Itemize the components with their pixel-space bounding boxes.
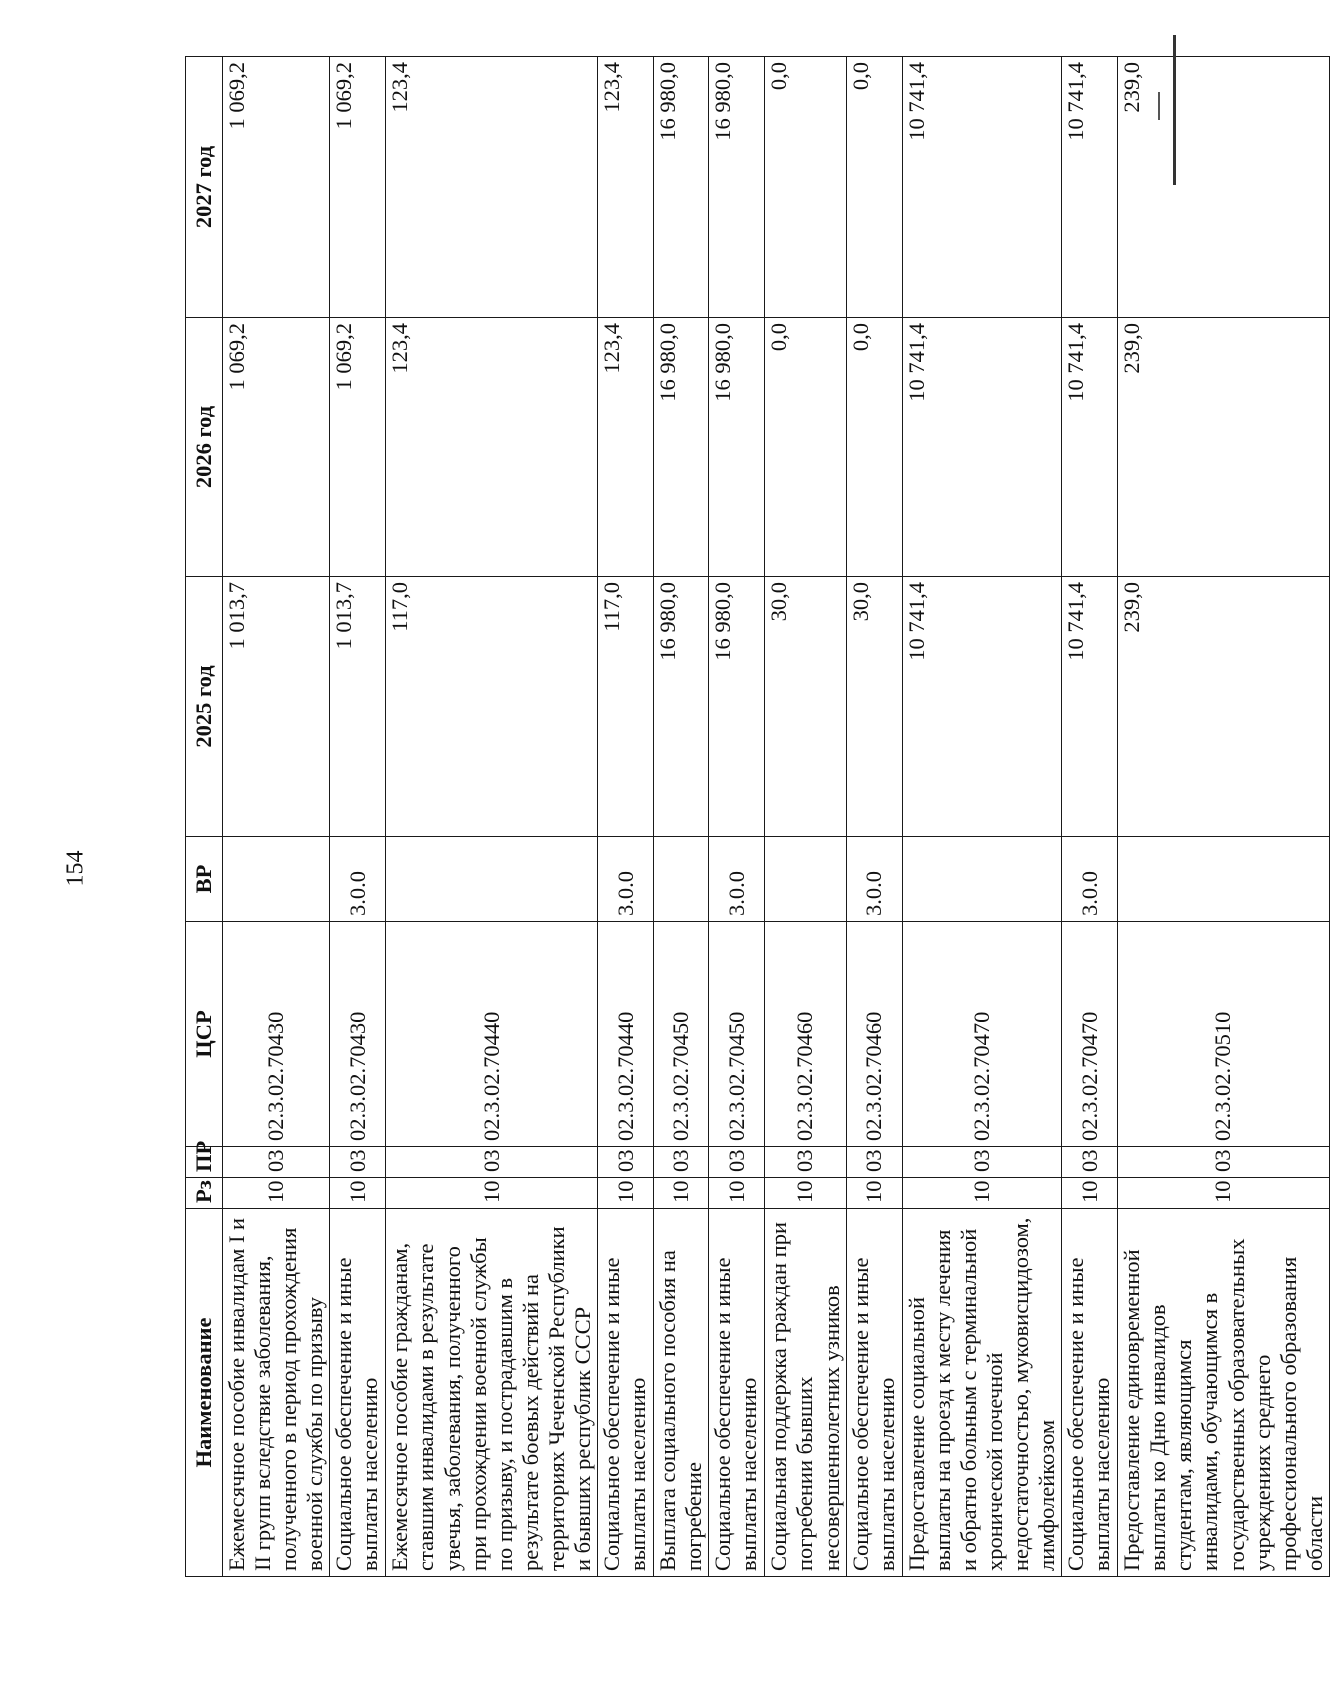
cell-y2025: 10 741,4 bbox=[1062, 577, 1118, 837]
cell-y2027: 1 069,2 bbox=[223, 57, 330, 318]
table-row bbox=[386, 57, 598, 1577]
cell-rz: 10 bbox=[765, 1178, 846, 1209]
table-row bbox=[330, 57, 386, 1577]
cell-y2027: 16 980,0 bbox=[709, 57, 765, 318]
cell-csr: 02.3.02.70510 bbox=[1118, 922, 1330, 1147]
cell-vr bbox=[765, 837, 846, 922]
cell-rz: 10 bbox=[223, 1178, 330, 1209]
cell-y2027: 0,0 bbox=[765, 57, 846, 318]
cell-rz: 10 bbox=[846, 1178, 902, 1209]
table-row bbox=[598, 57, 654, 1577]
cell-vr: 3.0.0 bbox=[709, 837, 765, 922]
cell-y2026: 123,4 bbox=[386, 318, 598, 577]
cell-y2025: 117,0 bbox=[386, 577, 598, 837]
cell-csr: 02.3.02.70450 bbox=[709, 922, 765, 1147]
cell-y2026: 0,0 bbox=[765, 318, 846, 577]
cell-rz: 10 bbox=[709, 1178, 765, 1209]
cell-name: Ежемесячное пособие гражданам, ставшим инвалидами в результате увечья, заболевания, полученного при прохождении военной службы по призыву, и пострадавшим в результате боевых действий на территориях Чеченской Республики и бывших республик СССР bbox=[386, 1209, 598, 1577]
cell-y2027: 10 741,4 bbox=[1062, 57, 1118, 318]
table-row bbox=[1118, 57, 1330, 1577]
cell-vr bbox=[654, 837, 709, 922]
cell-rz: 10 bbox=[1118, 1178, 1330, 1209]
cell-y2027: 239,0 bbox=[1118, 57, 1330, 318]
cell-name: Социальное обеспечение и иные выплаты населению bbox=[709, 1209, 765, 1577]
cell-rz: 10 bbox=[330, 1178, 386, 1209]
cell-name: Социальное обеспечение и иные выплаты населению bbox=[598, 1209, 654, 1577]
cell-y2026: 1 069,2 bbox=[223, 318, 330, 577]
scan-edge-mark bbox=[1158, 92, 1160, 120]
table-row bbox=[902, 57, 1062, 1577]
cell-y2025: 30,0 bbox=[765, 577, 846, 837]
cell-y2026: 0,0 bbox=[846, 318, 902, 577]
cell-y2026: 239,0 bbox=[1118, 318, 1330, 577]
cell-y2027: 16 980,0 bbox=[654, 57, 709, 318]
cell-csr: 02.3.02.70460 bbox=[765, 922, 846, 1147]
cell-y2027: 0,0 bbox=[846, 57, 902, 318]
table-row bbox=[846, 57, 902, 1577]
cell-csr: 02.3.02.70460 bbox=[846, 922, 902, 1147]
cell-name: Ежемесячное пособие инвалидам I и II групп вследствие заболевания, полученного в период прохождения военной службы по призыву bbox=[223, 1209, 330, 1577]
scan-edge-line bbox=[1173, 35, 1176, 185]
cell-rz: 10 bbox=[902, 1178, 1062, 1209]
cell-y2026: 16 980,0 bbox=[709, 318, 765, 577]
cell-y2027: 123,4 bbox=[598, 57, 654, 318]
cell-rz: 10 bbox=[386, 1178, 598, 1209]
cell-vr: 3.0.0 bbox=[330, 837, 386, 922]
table-row bbox=[1062, 57, 1118, 1577]
cell-y2026: 16 980,0 bbox=[654, 318, 709, 577]
header-rz: Рз bbox=[186, 1178, 223, 1209]
header-vr: ВР bbox=[186, 837, 223, 922]
cell-name: Социальная поддержка граждан при погребении бывших несовершеннолетних узников bbox=[765, 1209, 846, 1577]
header-2025: 2025 год bbox=[186, 577, 223, 837]
cell-name: Предоставление социальной выплаты на проезд к месту лечения и обратно больным с терминальной хронической почечной недостаточностью, муковисцидозом, лимфолейкозом bbox=[902, 1209, 1062, 1577]
cell-csr: 02.3.02.70450 bbox=[654, 922, 709, 1147]
cell-y2026: 123,4 bbox=[598, 318, 654, 577]
cell-csr: 02.3.02.70430 bbox=[330, 922, 386, 1147]
cell-vr bbox=[386, 837, 598, 922]
cell-pr: 03 bbox=[223, 1147, 330, 1178]
header-pr: ПР bbox=[186, 1147, 223, 1178]
header-2026: 2026 год bbox=[186, 318, 223, 577]
cell-y2027: 1 069,2 bbox=[330, 57, 386, 318]
cell-pr: 03 bbox=[330, 1147, 386, 1178]
cell-pr: 03 bbox=[598, 1147, 654, 1178]
cell-y2025: 117,0 bbox=[598, 577, 654, 837]
header-name: Наименование bbox=[186, 1209, 223, 1577]
cell-y2026: 10 741,4 bbox=[1062, 318, 1118, 577]
cell-rz: 10 bbox=[654, 1178, 709, 1209]
cell-pr: 03 bbox=[1118, 1147, 1330, 1178]
cell-y2026: 1 069,2 bbox=[330, 318, 386, 577]
table-row bbox=[765, 57, 846, 1577]
cell-vr: 3.0.0 bbox=[1062, 837, 1118, 922]
cell-csr: 02.3.02.70470 bbox=[1062, 922, 1118, 1147]
cell-name: Социальное обеспечение и иные выплаты населению bbox=[846, 1209, 902, 1577]
cell-y2025: 239,0 bbox=[1118, 577, 1330, 837]
cell-name: Социальное обеспечение и иные выплаты населению bbox=[330, 1209, 386, 1577]
header-csr: ЦСР bbox=[186, 922, 223, 1147]
cell-pr: 03 bbox=[654, 1147, 709, 1178]
cell-y2025: 16 980,0 bbox=[654, 577, 709, 837]
cell-vr bbox=[223, 837, 330, 922]
cell-y2025: 30,0 bbox=[846, 577, 902, 837]
cell-csr: 02.3.02.70470 bbox=[902, 922, 1062, 1147]
cell-name: Предоставление единовременной выплаты ко Дню инвалидов студентам, являющимся инвалидами, обучающимся в государственных образовательных учреждениях среднего профессионального образования области bbox=[1118, 1209, 1330, 1577]
cell-y2027: 123,4 bbox=[386, 57, 598, 318]
cell-y2025: 1 013,7 bbox=[330, 577, 386, 837]
table-row bbox=[223, 57, 330, 1577]
cell-pr: 03 bbox=[386, 1147, 598, 1178]
cell-rz: 10 bbox=[1062, 1178, 1118, 1209]
cell-csr: 02.3.02.70430 bbox=[223, 922, 330, 1147]
cell-y2025: 16 980,0 bbox=[709, 577, 765, 837]
cell-vr: 3.0.0 bbox=[598, 837, 654, 922]
cell-pr: 03 bbox=[709, 1147, 765, 1178]
cell-y2025: 1 013,7 bbox=[223, 577, 330, 837]
cell-vr bbox=[902, 837, 1062, 922]
cell-y2025: 10 741,4 bbox=[902, 577, 1062, 837]
cell-vr: 3.0.0 bbox=[846, 837, 902, 922]
header-2027: 2027 год bbox=[186, 57, 223, 318]
table-body bbox=[223, 57, 1330, 1577]
cell-pr: 03 bbox=[765, 1147, 846, 1178]
table-header-row bbox=[186, 57, 223, 1577]
page-number: 154 bbox=[62, 850, 89, 887]
budget-table bbox=[185, 56, 1330, 1577]
cell-name: Выплата социального пособия на погребение bbox=[654, 1209, 709, 1577]
cell-pr: 03 bbox=[846, 1147, 902, 1178]
table-row bbox=[654, 57, 709, 1577]
cell-vr bbox=[1118, 837, 1330, 922]
cell-y2026: 10 741,4 bbox=[902, 318, 1062, 577]
cell-csr: 02.3.02.70440 bbox=[386, 922, 598, 1147]
cell-csr: 02.3.02.70440 bbox=[598, 922, 654, 1147]
cell-pr: 03 bbox=[1062, 1147, 1118, 1178]
table-row bbox=[709, 57, 765, 1577]
rotated-table-container bbox=[185, 57, 1327, 1577]
cell-pr: 03 bbox=[902, 1147, 1062, 1178]
cell-rz: 10 bbox=[598, 1178, 654, 1209]
cell-y2027: 10 741,4 bbox=[902, 57, 1062, 318]
cell-name: Социальное обеспечение и иные выплаты населению bbox=[1062, 1209, 1118, 1577]
